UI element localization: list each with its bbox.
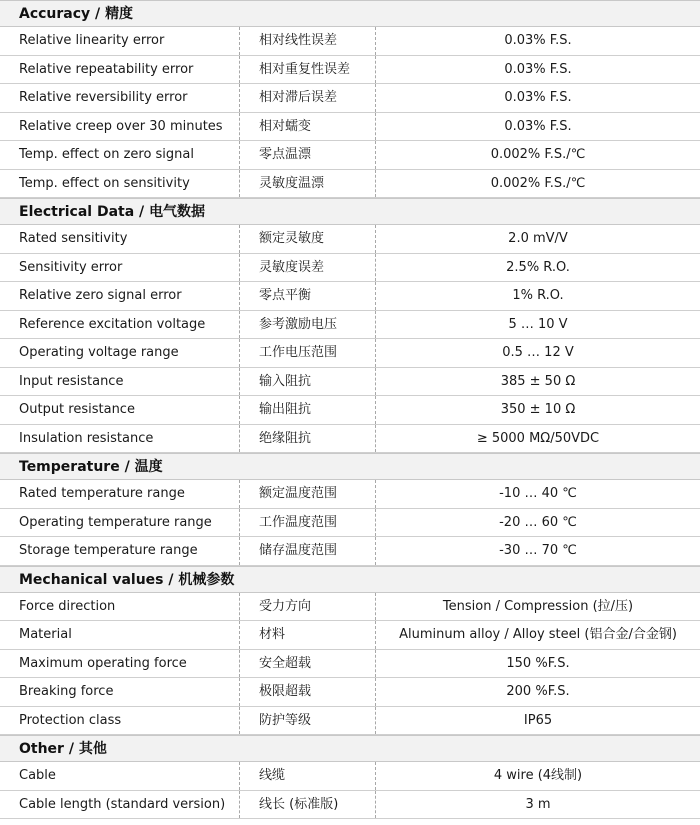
param-value: 2.5% R.O. — [506, 259, 570, 275]
param-value: ≥ 5000 MΩ/50VDC — [476, 430, 600, 446]
param-value: 5 … 10 V — [508, 316, 568, 332]
param-value: 150 %F.S. — [506, 655, 570, 671]
param-name-en: Sensitivity error — [0, 254, 240, 282]
spec-row — [0, 113, 700, 142]
param-value: 0.002% F.S./℃ — [490, 147, 586, 162]
param-name-en: Force direction — [0, 593, 240, 621]
section-header — [0, 453, 700, 480]
param-name-en: Temp. effect on sensitivity — [0, 170, 240, 198]
param-name-zh: 零点平衡 — [240, 282, 376, 310]
param-value: 2.0 mV/V — [508, 231, 568, 246]
section-title-en: Electrical Data — [19, 204, 135, 220]
param-name-zh: 绝缘阻抗 — [240, 425, 376, 453]
param-name-en: Material — [0, 621, 240, 649]
param-name-zh: 材料 — [240, 621, 376, 649]
section-header — [0, 198, 700, 225]
section-title-en: Accuracy — [19, 6, 91, 22]
spec-row — [0, 84, 700, 113]
param-name-zh: 储存温度范围 — [240, 537, 376, 565]
param-name-en: Breaking force — [0, 678, 240, 706]
param-value: 0.03% F.S. — [504, 33, 572, 48]
param-name-en: Storage temperature range — [0, 537, 240, 565]
section-title-zh: 精度 — [105, 6, 134, 22]
param-name-zh: 线长 (标准版) — [240, 791, 376, 819]
section-title-separator: / — [90, 6, 106, 22]
param-name-zh: 防护等级 — [240, 707, 376, 735]
param-value: IP65 — [523, 712, 553, 728]
param-name-zh: 工作电压范围 — [240, 339, 376, 367]
spec-row — [0, 537, 700, 566]
param-name-zh: 灵敏度误差 — [240, 254, 376, 282]
param-name-zh: 受力方向 — [240, 593, 376, 621]
param-name-en: Maximum operating force — [0, 650, 240, 678]
param-value: -10 … 40 ℃ — [499, 486, 577, 501]
section-header — [0, 735, 700, 762]
param-name-en: Output resistance — [0, 396, 240, 424]
param-value: 0.03% F.S. — [504, 90, 572, 105]
spec-row — [0, 762, 700, 791]
param-name-en: Cable — [0, 762, 240, 790]
param-name-zh: 线缆 — [240, 762, 376, 790]
spec-row — [0, 678, 700, 707]
param-name-zh: 相对滞后误差 — [240, 84, 376, 112]
param-name-en: Operating temperature range — [0, 509, 240, 537]
param-name-zh: 相对重复性误差 — [240, 56, 376, 84]
param-value: -20 … 60 ℃ — [499, 514, 577, 530]
spec-row — [0, 311, 700, 340]
param-name-zh: 零点温漂 — [240, 141, 376, 169]
param-value: Aluminum alloy / Alloy steel (铝合金/合金钢) — [399, 627, 677, 642]
spec-row — [0, 170, 700, 199]
param-name-en: Input resistance — [0, 368, 240, 396]
param-name-en: Operating voltage range — [0, 339, 240, 367]
spec-row — [0, 707, 700, 736]
param-value: 0.03% F.S. — [504, 61, 572, 77]
param-name-zh: 极限超载 — [240, 678, 376, 706]
section-title-en: Mechanical values — [19, 571, 164, 588]
spec-row — [0, 791, 700, 820]
param-value: 200 %F.S. — [506, 684, 570, 699]
section-title-zh: 电气数据 — [149, 204, 206, 220]
param-value: 0.03% F.S. — [504, 118, 572, 134]
param-value: 4 wire (4线制) — [493, 768, 583, 783]
spec-row — [0, 27, 700, 56]
param-value: 0.5 … 12 V — [502, 345, 574, 360]
section-header — [0, 0, 700, 27]
param-name-zh: 相对蠕变 — [240, 113, 376, 141]
param-name-zh: 参考激励电压 — [240, 311, 376, 339]
spec-row — [0, 593, 700, 622]
param-name-en: Relative reversibility error — [0, 84, 240, 112]
param-name-en: Cable length (standard version) — [0, 791, 240, 819]
spec-row — [0, 282, 700, 311]
spec-row — [0, 225, 700, 254]
param-name-zh: 安全超载 — [240, 650, 376, 678]
section-title-zh: 机械参数 — [178, 571, 235, 588]
param-name-en: Temp. effect on zero signal — [0, 141, 240, 169]
spec-row — [0, 509, 700, 538]
section-title-separator: / — [134, 204, 150, 220]
spec-row — [0, 621, 700, 650]
section-title-separator: / — [63, 741, 79, 757]
param-name-zh: 工作温度范围 — [240, 509, 376, 537]
param-name-zh: 相对线性误差 — [240, 27, 376, 55]
param-name-zh: 额定灵敏度 — [240, 225, 376, 253]
param-value: 1% R.O. — [512, 288, 564, 303]
param-value: 3 m — [525, 796, 551, 812]
param-value: Tension / Compression (拉/压) — [442, 598, 634, 614]
section-title-zh: 温度 — [134, 459, 163, 475]
param-name-zh: 额定温度范围 — [240, 480, 376, 508]
section-title-zh: 其他 — [78, 741, 107, 757]
spec-row — [0, 254, 700, 283]
param-name-en: Relative creep over 30 minutes — [0, 113, 240, 141]
section-title-en: Temperature — [19, 459, 120, 475]
spec-row — [0, 368, 700, 397]
param-value: 350 ± 10 Ω — [500, 402, 576, 417]
param-name-zh: 输出阻抗 — [240, 396, 376, 424]
spec-row — [0, 56, 700, 85]
param-value: 0.002% F.S./℃ — [490, 175, 586, 191]
spec-row — [0, 396, 700, 425]
param-name-zh: 输入阻抗 — [240, 368, 376, 396]
spec-row — [0, 141, 700, 170]
param-name-en: Insulation resistance — [0, 425, 240, 453]
param-name-en: Reference excitation voltage — [0, 311, 240, 339]
param-name-en: Relative linearity error — [0, 27, 240, 55]
param-name-en: Protection class — [0, 707, 240, 735]
section-title-separator: / — [119, 459, 135, 475]
param-name-en: Rated sensitivity — [0, 225, 240, 253]
section-header — [0, 566, 700, 593]
spec-row — [0, 425, 700, 454]
section-title-en: Other — [19, 741, 64, 757]
param-value: 385 ± 50 Ω — [500, 373, 576, 389]
param-name-en: Relative repeatability error — [0, 56, 240, 84]
spec-row — [0, 339, 700, 368]
section-title-separator: / — [163, 571, 179, 588]
param-value: -30 … 70 ℃ — [499, 543, 577, 558]
param-name-en: Rated temperature range — [0, 480, 240, 508]
param-name-zh: 灵敏度温漂 — [240, 170, 376, 198]
spec-row — [0, 650, 700, 679]
spec-row — [0, 480, 700, 509]
param-name-en: Relative zero signal error — [0, 282, 240, 310]
